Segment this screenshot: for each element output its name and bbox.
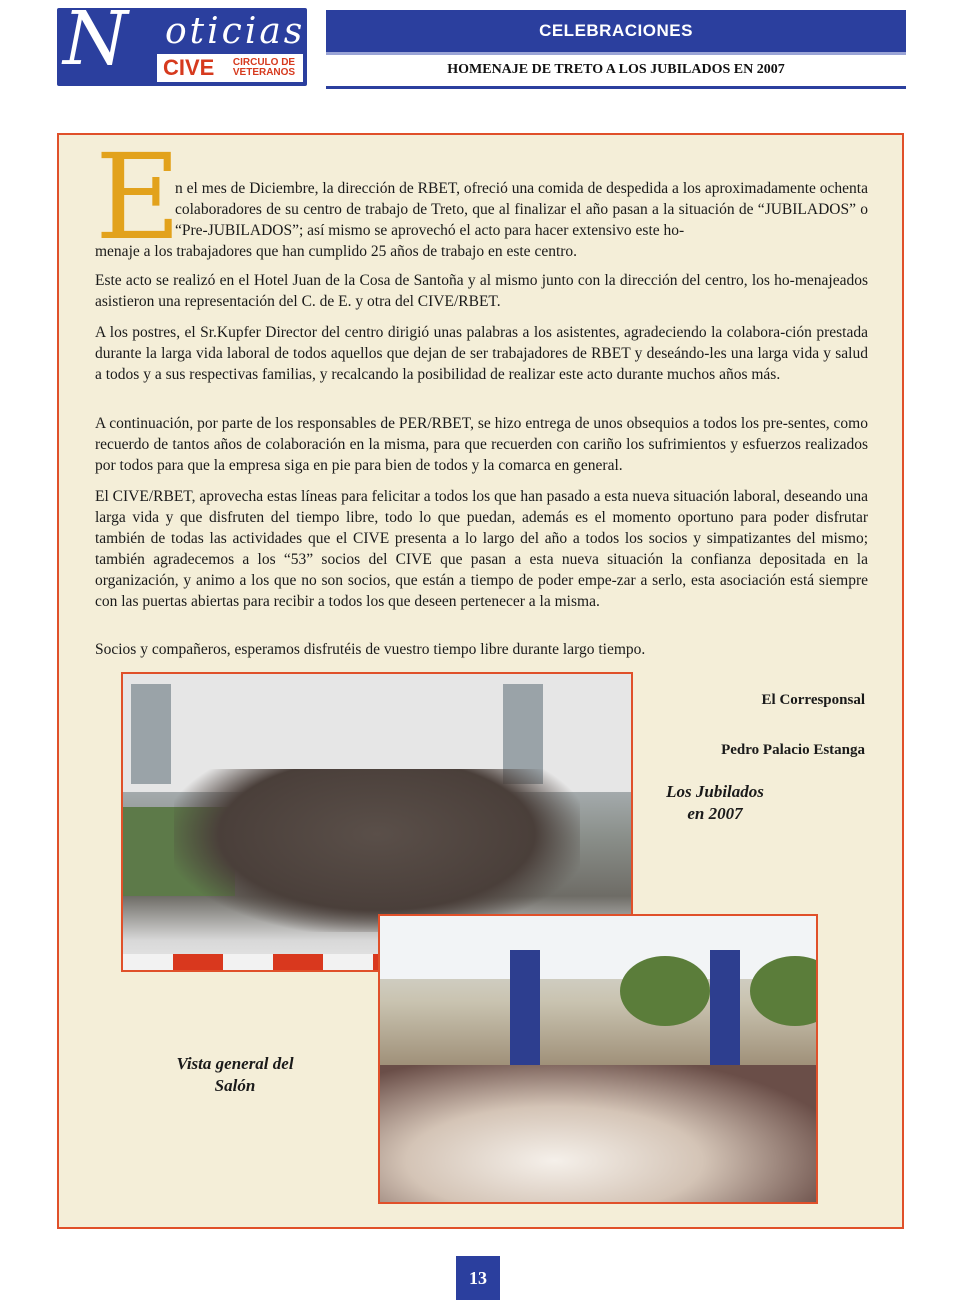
section-title: CELEBRACIONES <box>539 21 693 40</box>
byline-name: Pedro Palacio Estanga <box>721 742 865 758</box>
paragraph-1-end: menaje a los trabajadores que han cumplido 25 años de trabajo en este centro. <box>95 243 578 260</box>
photo-tables <box>380 1065 816 1202</box>
byline-role: El Corresponsal <box>761 692 865 708</box>
paragraph-2: Este acto se realizó en el Hotel Juan de la Cosa de Santoña y al mismo junto con la dirección del centro, los ho-menajeados asistieron una representación del C. de E. y otra del CIVE/RBET. <box>95 272 868 310</box>
caption-jubilados-line2: en 2007 <box>687 804 743 823</box>
logo-brand: CIVE <box>163 55 215 80</box>
logo-word: oticias <box>165 11 306 52</box>
dining-hall-photo <box>378 914 818 1204</box>
paragraph-4: A continuación, por parte de los responsables de PER/RBET, se hizo entrega de unos obsequios a todos los pre-sentes, como recuerdo de tantos años de colaboración en la misma, para que recuerden con cariño los sufrimientos y esfuerzos realizados por todos para que la empresa siga en pie para bien de todos y la comarca en general. <box>95 415 868 474</box>
logo-sub: CIRCULO DE VETERANOS <box>232 57 296 78</box>
logo-n-glyph: N <box>63 8 128 82</box>
section-band <box>326 10 906 55</box>
drop-cap: E <box>95 128 182 266</box>
page-number: 13 <box>456 1256 500 1300</box>
cive-logo <box>57 8 307 86</box>
photo-tree <box>620 956 710 1026</box>
photo-ceiling <box>380 916 816 979</box>
caption-vista <box>150 1053 320 1097</box>
caption-jubilados-line1: Los Jubilados <box>666 782 764 801</box>
caption-jubilados <box>640 781 790 825</box>
paragraph-5: El CIVE/RBET, aprovecha estas líneas para felicitar a todos los que han pasado a esta nueva situación laboral, deseando una larga vida y que disfruten del tiempo libre, todo lo que puedan, además es el momento oportuno para poder disfrutar también de todas las actividades que el CIVE presenta a lo largo del año a todos los socios y simpatizantes del mismo; también agradecemos a los “53” socios del CIVE que pasan a esta nueva situación la confianza depositada en la organización, y animo a los que no son socios, que están a tiempo de poder empe-zar a serlo, esta asociación está siempre con las puertas abiertas para recibir a todos los que deseen pertenecer a la misma. <box>95 488 868 610</box>
photo-window <box>131 684 171 784</box>
photo-pillar <box>510 950 540 1064</box>
caption-vista-line1: Vista general del <box>176 1054 294 1073</box>
paragraph-1-lead: n el mes de Diciembre, la dirección de RBET, ofreció una comida de despedida a los aproximadamente ochenta colaboradores de su centro de trabajo de Treto, que al finalizar el año pasan a la situación de “JUBILADOS” o “Pre-JUBILADOS”; así mismo se aprovechó el acto para hacer extensivo este ho- <box>175 180 868 239</box>
caption-vista-line2: Salón <box>214 1076 256 1095</box>
paragraph-6: Socios y compañeros, esperamos disfrutéis de vuestro tiempo libre durante largo tiempo. <box>95 641 646 658</box>
photo-crowd <box>174 769 580 932</box>
article-subtitle: HOMENAJE DE TRETO A LOS JUBILADOS EN 2007 <box>447 62 785 77</box>
subtitle-rule <box>326 86 906 89</box>
paragraph-3: A los postres, el Sr.Kupfer Director del centro dirigió unas palabras a los asistentes, agradeciendo la colabora-ción prestada durante la larga vida laboral de todos aquellos que dejan de ser trabajadores de RBET y deseándo-les una larga vida y salud a todos y a sus respectivas familias, y recalcando la posibilidad de realizar este acto durante muchos años más. <box>95 324 868 383</box>
photo-pillar <box>710 950 740 1064</box>
